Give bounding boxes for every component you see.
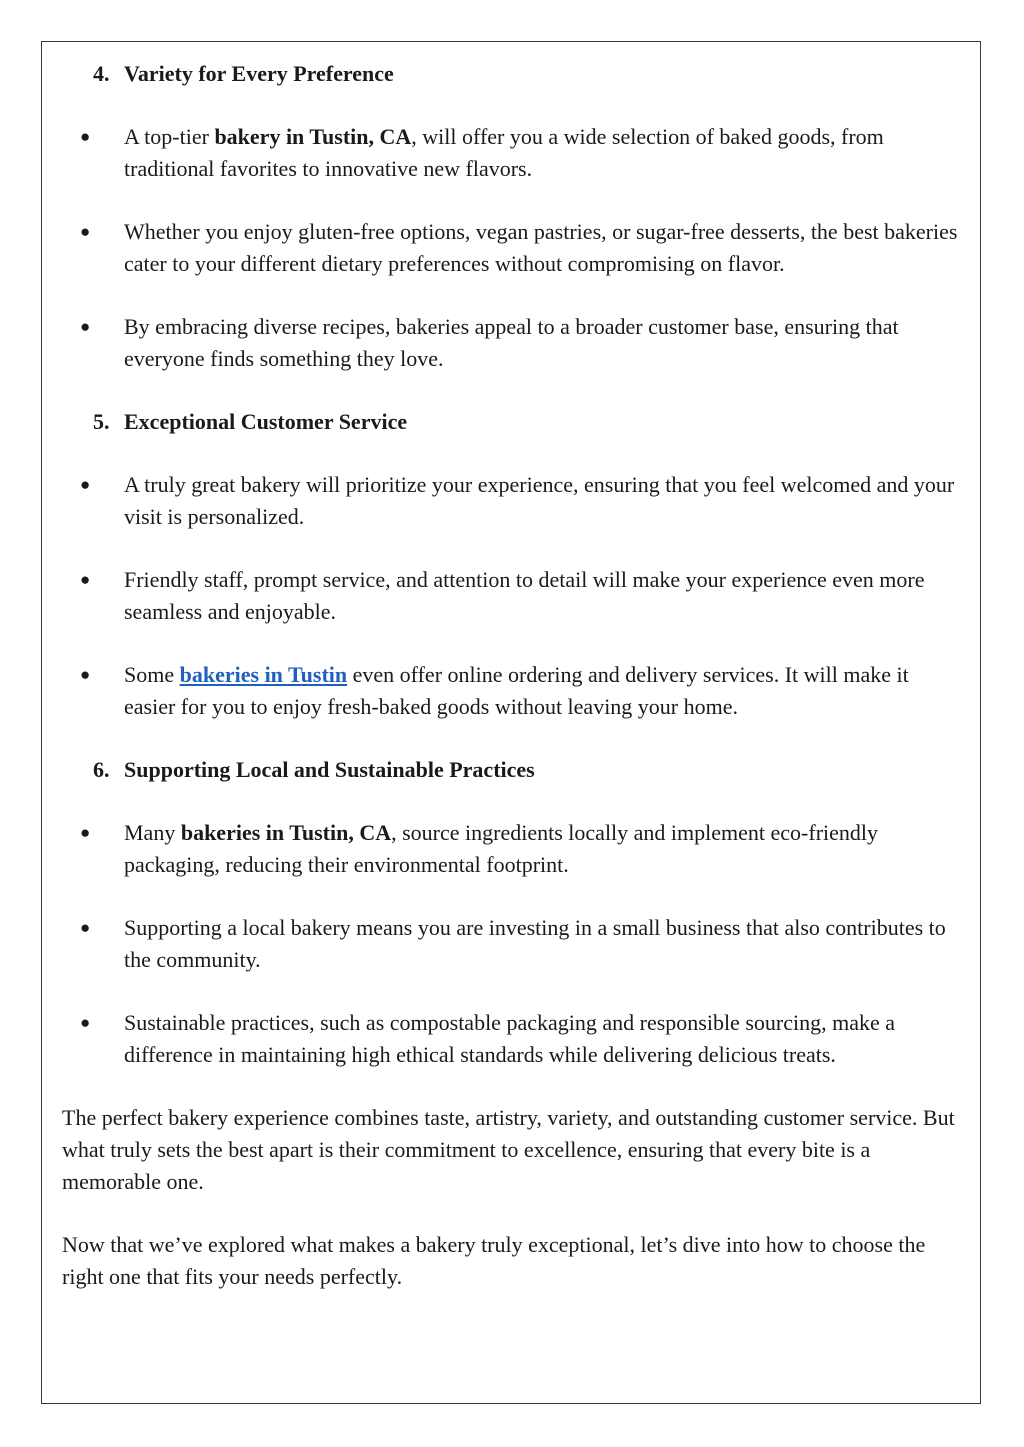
list-item — [62, 121, 967, 185]
list-item-text — [124, 121, 967, 185]
list-item-text: By embracing diverse recipes, bakeries appeal to a broader customer base, ensuring that everyone finds something they love. — [124, 314, 899, 371]
bakeries-in-tustin-link[interactable]: bakeries in Tustin — [179, 662, 348, 687]
list-item — [62, 817, 967, 881]
list-item-text: Friendly staff, prompt service, and attention to detail will make your experience even more seamless and enjoyable. — [124, 567, 925, 624]
bullet-marker: ● — [80, 823, 91, 842]
bold-keyword: bakeries in Tustin, CA — [180, 820, 392, 845]
section-number: 4. — [93, 61, 110, 86]
list-item-text — [124, 817, 967, 881]
text-run: Many — [124, 820, 181, 845]
list-item-text — [124, 659, 967, 723]
list-item — [62, 659, 967, 723]
text-run: , source ingredients locally and implement eco-friendly packaging, reducing their environmental footprint. — [124, 820, 879, 877]
list-item — [62, 469, 967, 533]
bullet-marker: ● — [80, 127, 91, 146]
closing-paragraph: The perfect bakery experience combines taste, artistry, variety, and outstanding customer service. But what truly sets the best apart is their commitment to excellence, ensuring that every bite is a memorable one. — [62, 1105, 955, 1194]
list-item-text: A truly great bakery will prioritize your experience, ensuring that you feel welcomed and your visit is personalized. — [124, 472, 955, 529]
section-heading-local-sustainable — [62, 754, 967, 786]
text-run: even offer online ordering and delivery services. It will make it easier for you to enjoy fresh-baked goods without leaving your home. — [124, 662, 909, 719]
bullet-marker: ● — [80, 317, 91, 336]
section-number: 5. — [93, 409, 110, 434]
list-item — [62, 564, 967, 628]
bullet-marker: ● — [80, 570, 91, 589]
list-item-text: Supporting a local bakery means you are investing in a small business that also contributes to the community. — [124, 915, 946, 972]
list-item — [62, 311, 967, 375]
text-run: A top-tier — [124, 124, 215, 149]
closing-paragraph: Now that we’ve explored what makes a bakery truly exceptional, let’s dive into how to choose the right one that fits your needs perfectly. — [62, 1232, 926, 1289]
section-title: Supporting Local and Sustainable Practices — [124, 757, 535, 782]
bullet-marker: ● — [80, 475, 91, 494]
text-run: Some — [124, 662, 180, 687]
list-item — [62, 1007, 967, 1071]
list-item — [62, 912, 967, 976]
bold-keyword: bakery in Tustin, CA — [214, 124, 412, 149]
list-item-text: Whether you enjoy gluten-free options, vegan pastries, or sugar-free desserts, the best bakeries cater to your different dietary preferences without compromising on flavor. — [124, 219, 958, 276]
section-title: Exceptional Customer Service — [124, 409, 408, 434]
list-item — [62, 216, 967, 280]
section-number: 6. — [93, 757, 110, 782]
bullet-marker: ● — [80, 222, 91, 241]
section-heading-variety — [62, 58, 967, 90]
section-title: Variety for Every Preference — [124, 61, 394, 86]
document-body — [62, 58, 967, 1324]
bullet-marker: ● — [80, 665, 91, 684]
text-run: , will offer you a wide selection of baked goods, from traditional favorites to innovative new flavors. — [124, 124, 884, 181]
bullet-marker: ● — [80, 1013, 91, 1032]
bullet-marker: ● — [80, 918, 91, 937]
section-heading-customer-service — [62, 406, 967, 438]
list-item-text: Sustainable practices, such as compostable packaging and responsible sourcing, make a difference in maintaining high ethical standards while delivering delicious treats. — [124, 1010, 895, 1067]
